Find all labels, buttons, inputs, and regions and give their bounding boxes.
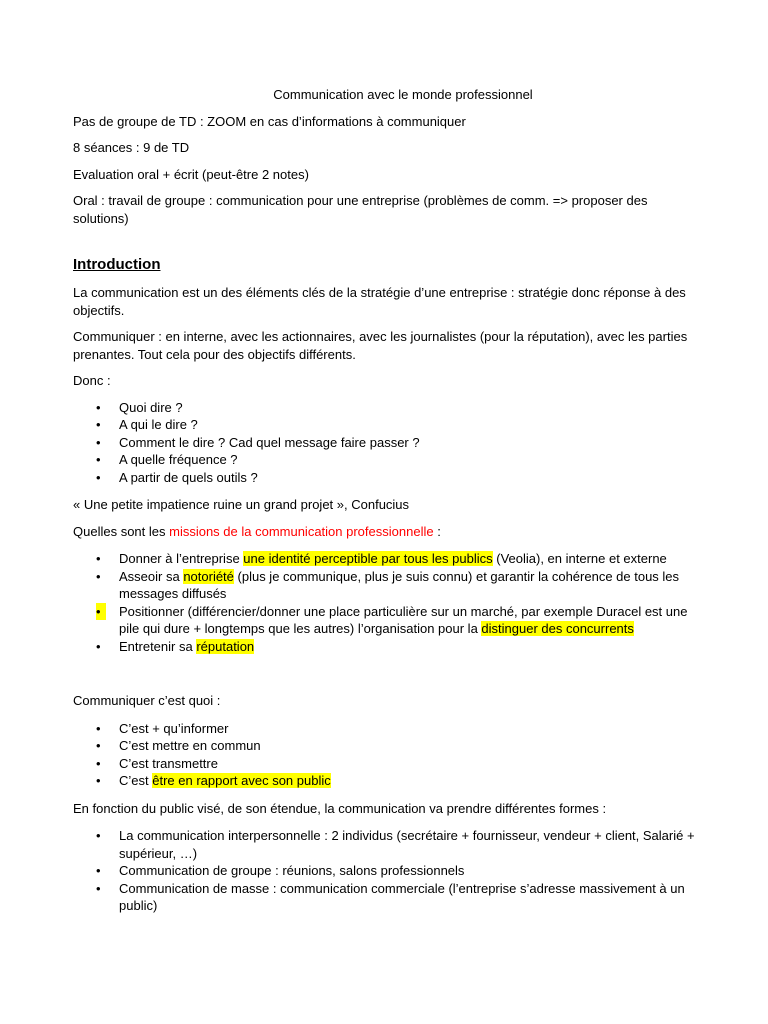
bullet-icon: •	[96, 863, 101, 878]
info-line: Evaluation oral + écrit (peut-être 2 notes)	[73, 166, 309, 182]
list-item: • Donner à l’entreprise une identité perceptible par tous les publics (Veolia), en interne et externe	[96, 551, 667, 566]
list-item: • Communication de groupe : réunions, salons professionnels	[96, 863, 465, 878]
highlighted-text: être en rapport avec son public	[152, 773, 331, 788]
quote: « Une petite impatience ruine un grand projet », Confucius	[73, 497, 410, 512]
bullet-icon: •	[96, 773, 101, 788]
section-heading: Introduction	[73, 256, 161, 273]
bullet-icon: •	[96, 720, 101, 736]
paragraph: Communiquer c’est quoi :	[73, 693, 221, 708]
missions-list	[73, 550, 703, 655]
list-item: • Asseoir sa notoriété (plus je communique, plus je suis connu) et garantir la cohérence de tous les messages diffusés	[96, 568, 680, 601]
bullet-icon: •	[96, 551, 101, 566]
list-item: • C’est transmettre	[96, 755, 218, 771]
questions-list	[73, 399, 703, 487]
bullet-icon: •	[96, 568, 101, 584]
bullet-icon: •	[96, 399, 101, 415]
bullet-icon: •	[96, 738, 101, 753]
list-item: • A quelle fréquence ?	[96, 452, 238, 467]
bullet-icon: •	[96, 434, 101, 450]
list-item: • A partir de quels outils ?	[96, 469, 258, 485]
paragraph: En fonction du public visé, de son étendue, la communication va prendre différentes formes :	[73, 800, 607, 816]
highlighted-text: distinguer des concurrents	[481, 621, 634, 636]
bullet-icon: •	[96, 469, 101, 485]
list-item: • Comment le dire ? Cad quel message faire passer ?	[96, 434, 420, 450]
bullet-icon: •	[96, 755, 101, 771]
list-item: • A qui le dire ?	[96, 417, 198, 432]
list-item: • Quoi dire ?	[96, 399, 183, 415]
formes-list	[73, 827, 703, 915]
paragraph: Donc :	[73, 373, 111, 388]
list-item: • Entretenir sa réputation	[96, 638, 255, 654]
bullet-icon: •	[96, 417, 101, 432]
bullet-icon: •	[96, 452, 101, 467]
paragraph: La communication est un des éléments clés de la stratégie d’une entreprise : stratégie donc réponse à des objectifs.	[73, 285, 686, 318]
bullet-icon: •	[96, 828, 101, 843]
missions-highlight-red: missions de la communication professionnelle	[169, 523, 434, 539]
info-line: Pas de groupe de TD : ZOOM en cas d’informations à communiquer	[73, 113, 466, 129]
info-line: 8 séances : 9 de TD	[73, 140, 190, 155]
list-item: • C’est mettre en commun	[96, 738, 261, 753]
list-item: • La communication interpersonnelle : 2 individus (secrétaire + fournisseur, vendeur + client, Salarié + supérieur, …)	[96, 828, 695, 861]
missions-intro: Quelles sont les missions de la communication professionnelle :	[73, 523, 441, 539]
list-item: • C’est + qu’informer	[96, 720, 229, 736]
document-page	[73, 86, 703, 915]
list-item: • C’est être en rapport avec son public	[96, 773, 331, 788]
bullet-icon: •	[96, 603, 106, 621]
document-title: Communication avec le monde professionnel	[273, 87, 533, 102]
list-item: • Communication de masse : communication commerciale (l’entreprise s’adresse massivement à un public)	[96, 880, 685, 913]
highlighted-text: notoriété	[183, 568, 234, 584]
list-item: • Positionner (différencier/donner une place particulière sur un marché, par exemple Duracel est une pile qui dure + longtemps que les autres) l’organisation pour la distinguer des concurrents	[96, 603, 688, 636]
communiquer-list	[73, 720, 703, 790]
highlighted-text: une identité perceptible par tous les publics	[243, 551, 493, 566]
bullet-icon: •	[96, 638, 101, 654]
bullet-icon: •	[96, 880, 101, 896]
paragraph: Communiquer : en interne, avec les actionnaires, avec les journalistes (pour la réputation), avec les parties prenantes. Tout cela pour des objectifs différents.	[73, 329, 688, 362]
info-line: Oral : travail de groupe : communication pour une entreprise (problèmes de comm. => proposer des solutions)	[73, 193, 648, 226]
highlighted-text: réputation	[196, 638, 255, 654]
